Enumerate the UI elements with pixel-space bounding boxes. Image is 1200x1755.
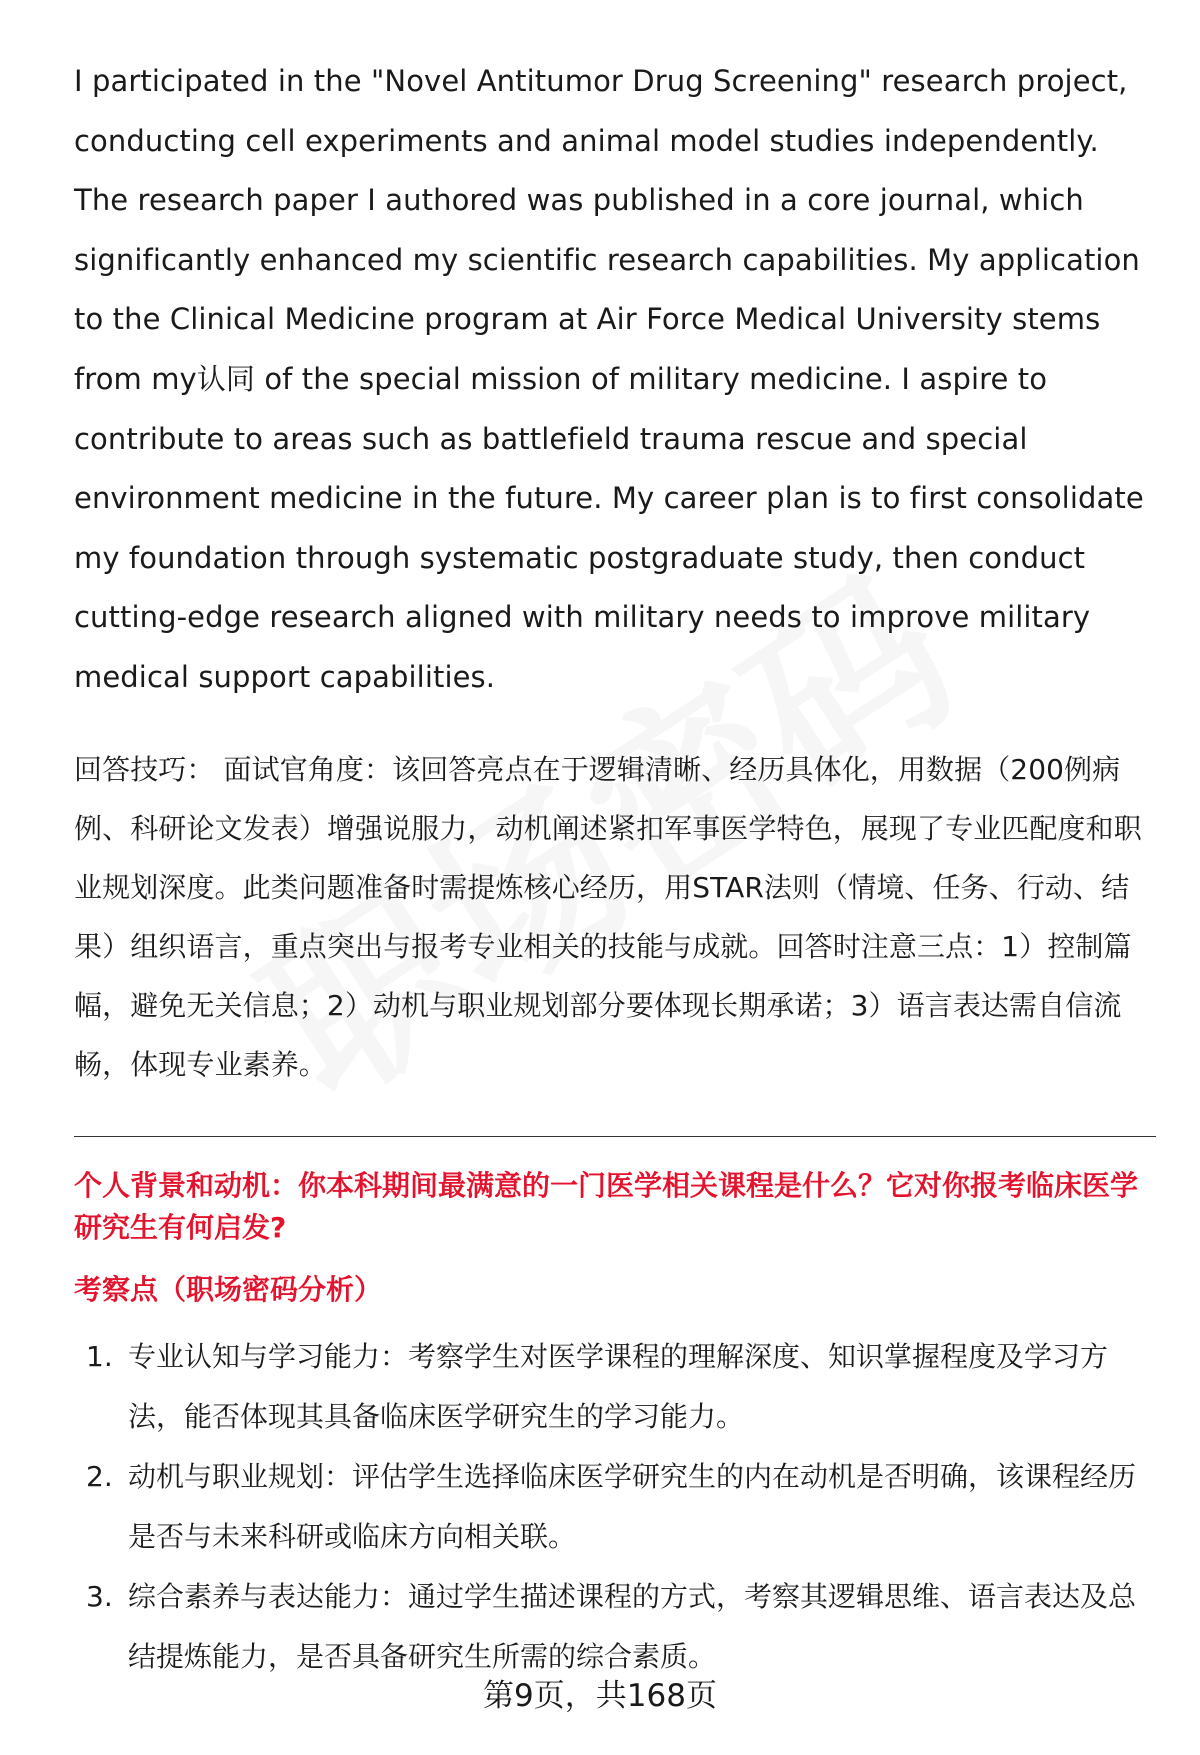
list-item xyxy=(74,1567,1159,1687)
list-item-text: 专业认知与学习能力：考察学生对医学课程的理解深度、知识掌握程度及学习方法，能否体现其具备临床医学研究生的学习能力。 xyxy=(128,1339,1109,1433)
document-page xyxy=(74,52,1159,1687)
list-item-text: 综合素养与表达能力：通过学生描述课程的方式，考察其逻辑思维、语言表达及总结提炼能力，是否具备研究生所需的综合素质。 xyxy=(128,1579,1137,1673)
list-item-number: 1. xyxy=(86,1339,113,1373)
answer-tips: 回答技巧： 面试官角度：该回答亮点在于逻辑清晰、经历具体化，用数据（200例病例、科研论文发表）增强说服力，动机阐述紧扣军事医学特色，展现了专业匹配度和职业规划深度。此类问题准备时需提炼核心经历，用STAR法则（情境、任务、行动、结果）组织语言，重点突出与报考专业相关的技能与成就。回答时注意三点：1）控制篇幅，避免无关信息；2）动机与职业规划部分要体现长期承诺；3）语言表达需自信流畅，体现专业素养。 xyxy=(74,752,1142,1081)
section-divider xyxy=(74,1136,1156,1137)
page-number: 第9页，共168页 xyxy=(483,1678,717,1714)
list-item xyxy=(74,1327,1159,1447)
list-item-number: 3. xyxy=(86,1579,113,1613)
assessment-points-list xyxy=(74,1327,1159,1687)
answer-paragraph: I participated in the "Novel Antitumor Drug Screening" research project, conducting cell experiments and animal model studies independently. The research paper I authored was published in a core journal, which significantly enhanced my scientific research capabilities. My application to the Clinical Medicine program at Air Force Medical University stems from my认同 of the special mission of military medicine. I aspire to contribute to areas such as battlefield trauma rescue and special environment medicine in the future. My career plan is to first consolidate my foundation through systematic postgraduate study, then conduct cutting-edge research aligned with military needs to improve military medical support capabilities. xyxy=(74,64,1144,694)
list-item-text: 动机与职业规划：评估学生选择临床医学研究生的内在动机是否明确，该课程经历是否与未来科研或临床方向相关联。 xyxy=(128,1459,1137,1553)
section-title: 考察点（职场密码分析） xyxy=(74,1272,383,1306)
list-item-number: 2. xyxy=(86,1459,113,1493)
list-item xyxy=(74,1447,1159,1567)
question-heading: 个人背景和动机：你本科期间最满意的一门医学相关课程是什么？它对你报考临床医学研究生有何启发? xyxy=(74,1168,1139,1244)
